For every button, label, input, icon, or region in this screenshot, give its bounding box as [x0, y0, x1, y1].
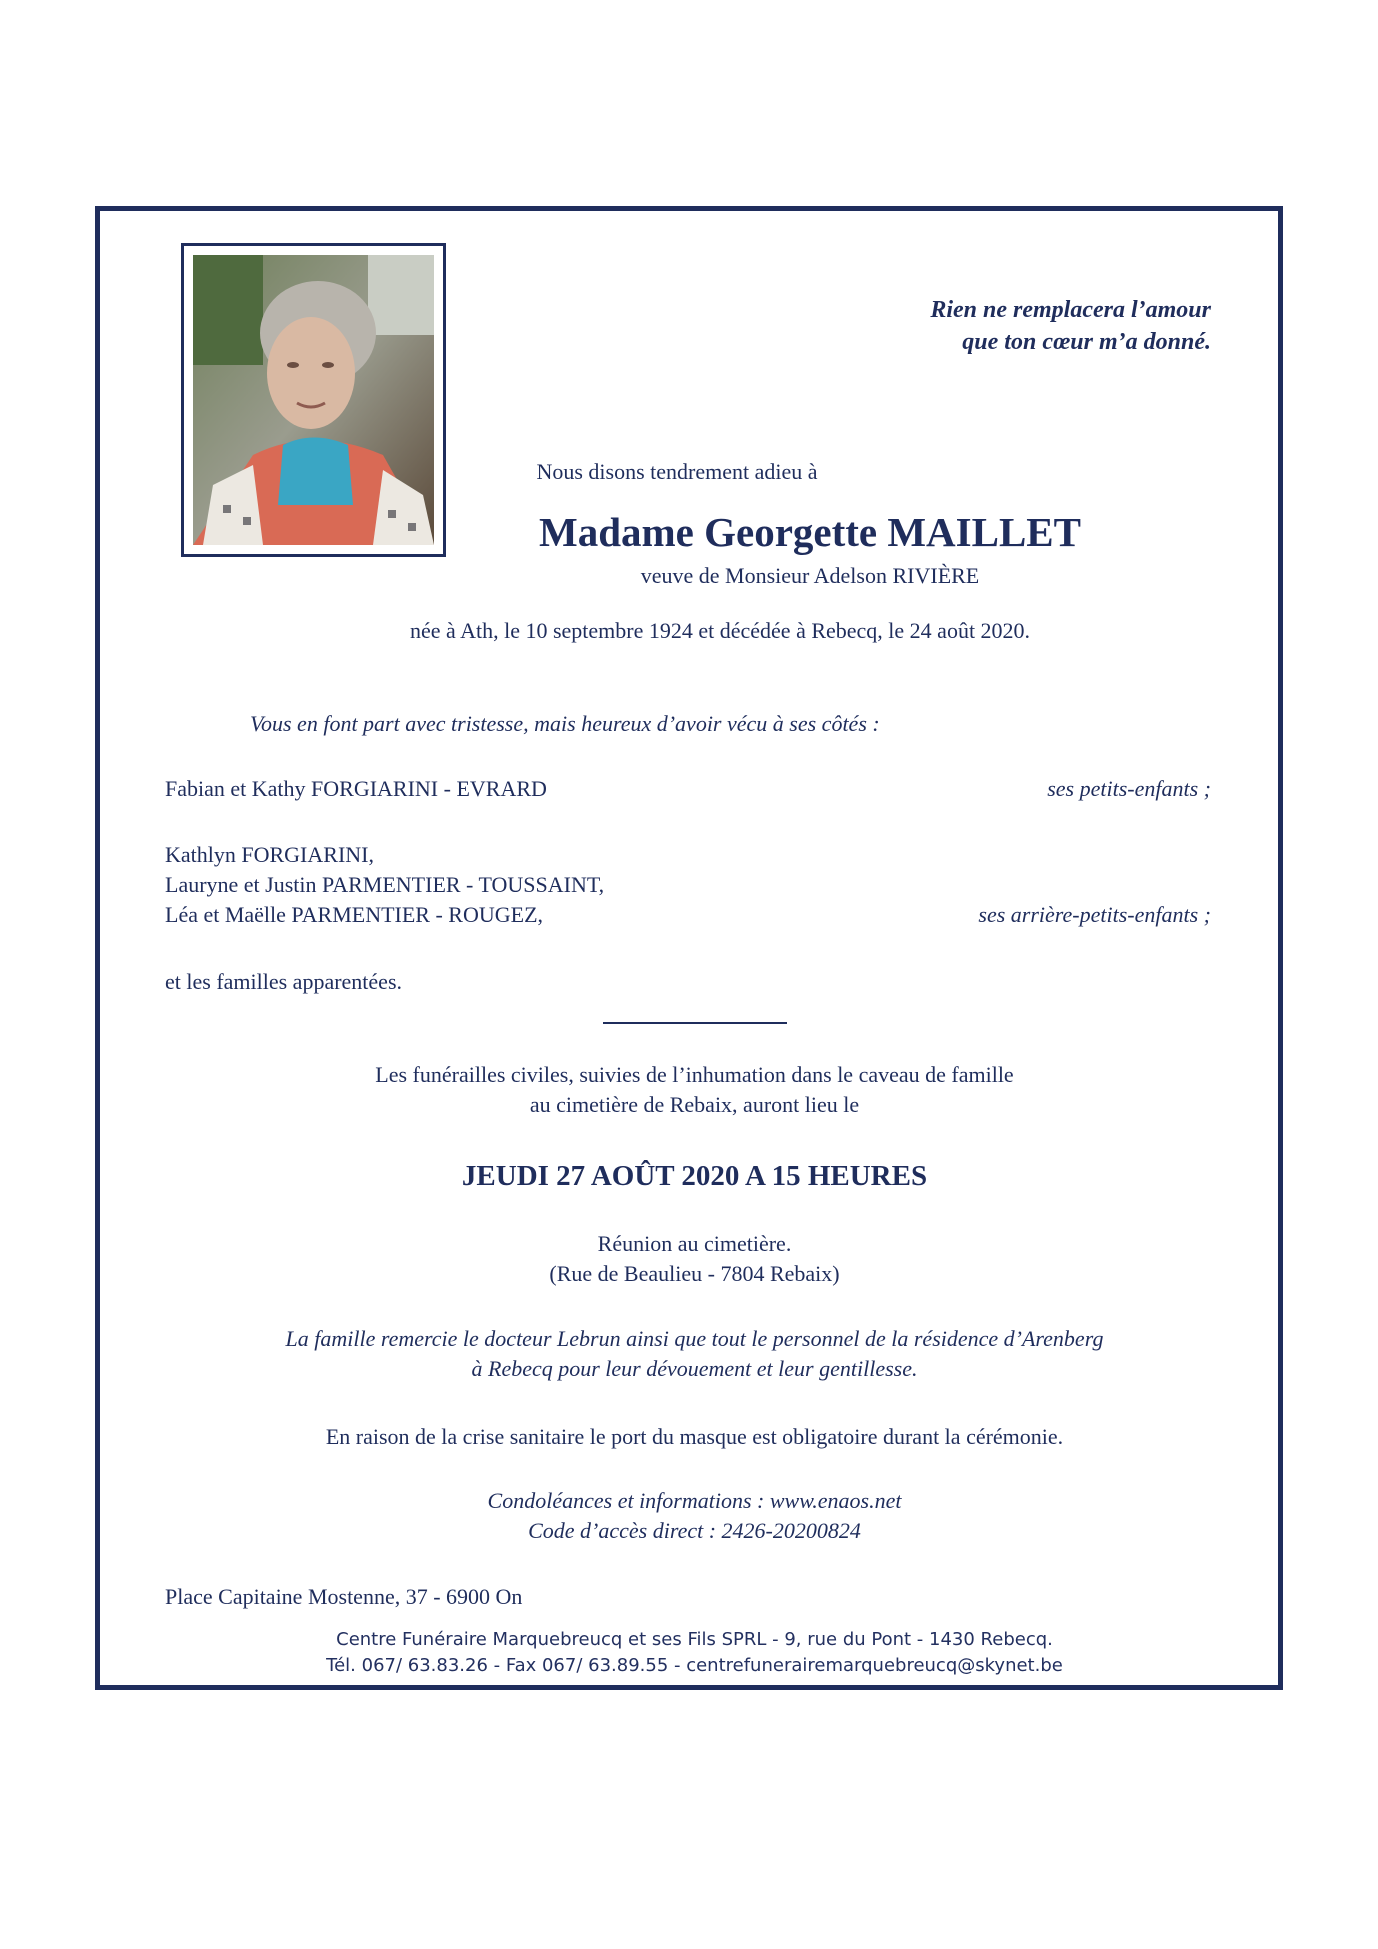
grandchildren-names: Fabian et Kathy FORGIARINI - EVRARD [165, 776, 547, 801]
memorial-quote [0, 294, 1211, 358]
great-grandchild-line-2: Lauryne et Justin PARMENTIER - TOUSSAINT, [165, 872, 605, 897]
great-grandchild-line-1: Kathlyn FORGIARINI, [165, 842, 374, 867]
other-family: et les familles apparentées. [165, 969, 403, 994]
funeral-datetime: JEUDI 27 AOÛT 2020 A 15 HEURES [461, 1160, 928, 1192]
meeting-place: Réunion au cimetière. [597, 1231, 792, 1256]
thanks-line-1: La famille remercie le docteur Lebrun ainsi que tout le personnel de la résidence d’Arenberg [285, 1326, 1104, 1351]
section-divider [603, 1022, 787, 1024]
condolences-line-2: Code d’accès direct : 2426-20200824 [528, 1518, 861, 1543]
meeting-address: (Rue de Beaulieu - 7804 Rebaix) [549, 1261, 840, 1286]
covid-note: En raison de la crise sanitaire le port du masque est obligatoire durant la cérémonie. [325, 1424, 1064, 1449]
funeral-home-line-1: Centre Funéraire Marquebreucq et ses Fils SPRL - 9, rue du Pont - 1430 Rebecq. [336, 1629, 1053, 1650]
grandchildren-relation: ses petits-enfants ; [1047, 776, 1211, 801]
quote-line-2: que ton cœur m’a donné. [962, 329, 1211, 355]
announcement-text: Vous en font part avec tristesse, mais heureux d’avoir vécu à ses côtés : [250, 711, 880, 736]
funeral-line-2: au cimetière de Rebaix, auront lieu le [529, 1092, 860, 1117]
deceased-name: Madame Georgette MAILLET [539, 509, 1081, 555]
great-grandchildren-relation: ses arrière-petits-enfants ; [978, 902, 1211, 927]
funeral-home-line-2: Tél. 067/ 63.83.26 - Fax 067/ 63.89.55 - centrefunerairemarquebreucq@skynet.be [326, 1655, 1063, 1676]
funeral-line-1: Les funérailles civiles, suivies de l’inhumation dans le caveau de famille [375, 1062, 1014, 1087]
birth-death-dates: née à Ath, le 10 septembre 1924 et décédée à Rebecq, le 24 août 2020. [410, 618, 1031, 643]
condolences-line-1: Condoléances et informations : www.enaos.net [487, 1488, 902, 1513]
spouse-line: veuve de Monsieur Adelson RIVIÈRE [640, 563, 980, 588]
family-address: Place Capitaine Mostenne, 37 - 6900 On [165, 1584, 523, 1609]
intro-text: Nous disons tendrement adieu à [536, 459, 818, 484]
quote-line-1: Rien ne remplacera l’amour [930, 297, 1211, 323]
great-grandchild-line-3: Léa et Maëlle PARMENTIER - ROUGEZ, [165, 902, 544, 927]
thanks-line-2: à Rebecq pour leur dévouement et leur gentillesse. [471, 1356, 918, 1381]
